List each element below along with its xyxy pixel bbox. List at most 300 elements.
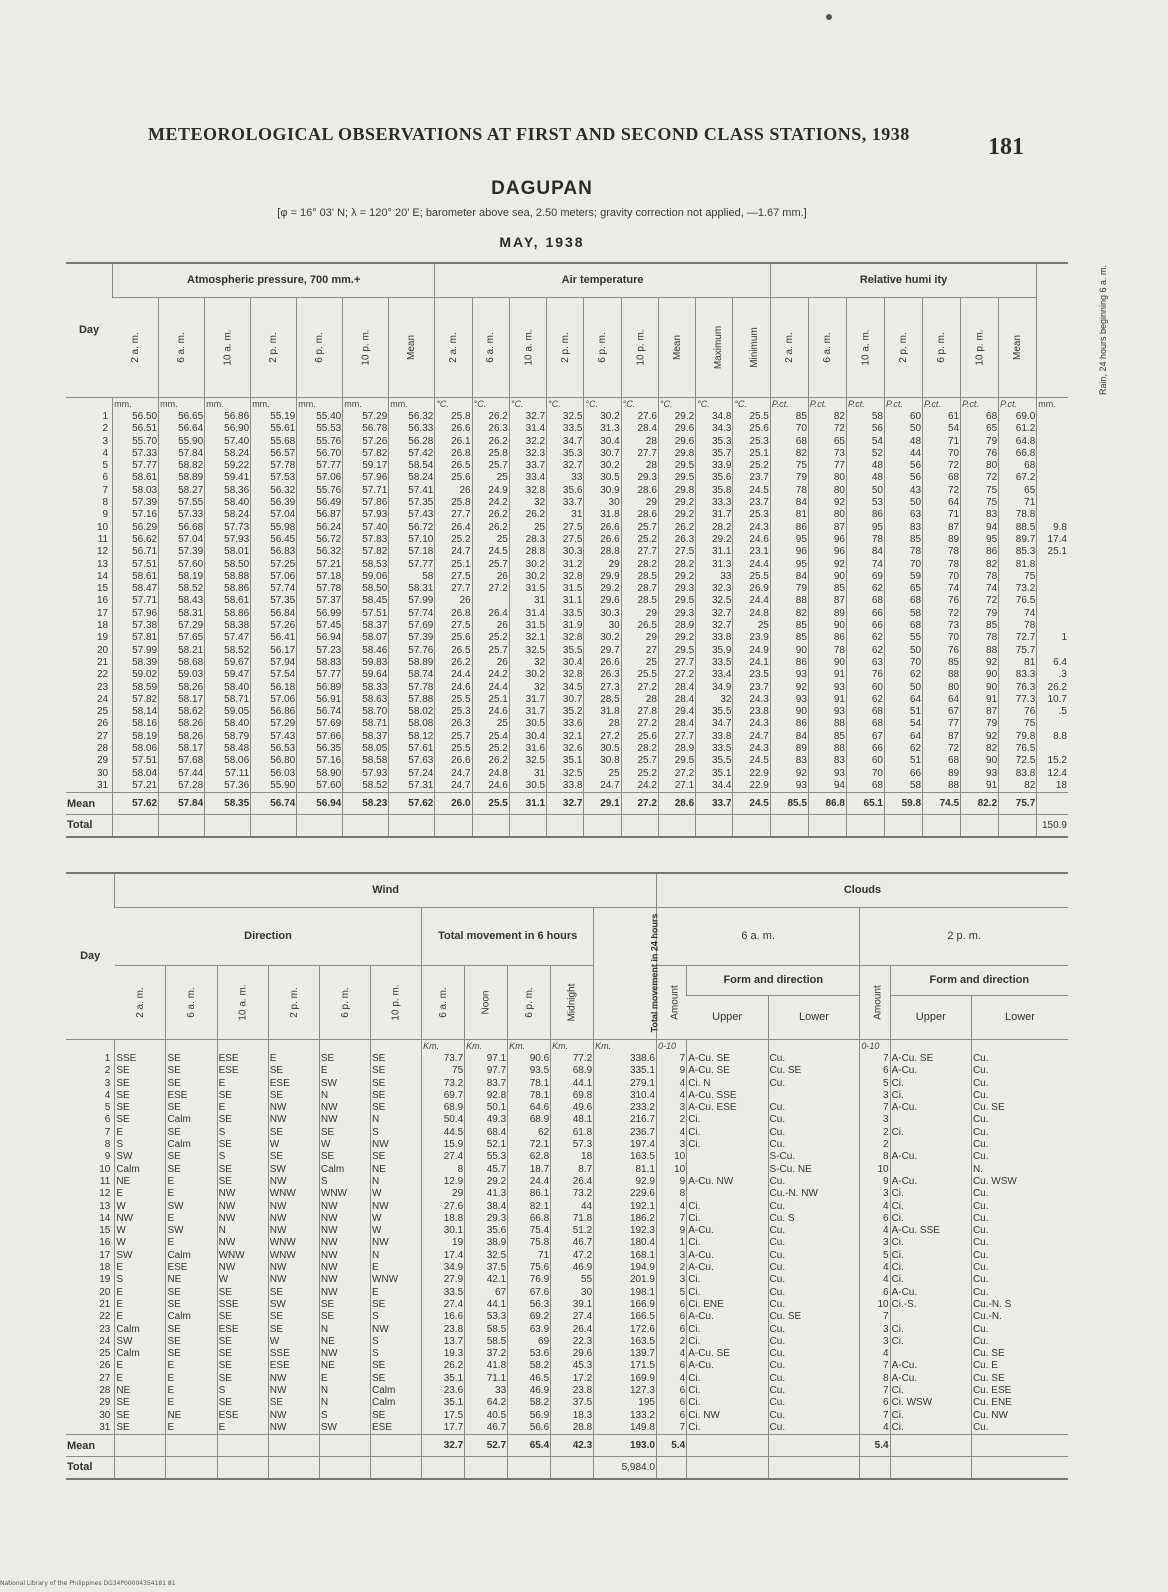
wind-movement-cell: 90.6	[508, 1053, 551, 1065]
temperature-cell: 24.3	[733, 522, 770, 534]
table-row	[66, 694, 1068, 706]
humidity-cell: 68	[923, 755, 961, 767]
temperature-cell: 32.7	[547, 460, 584, 472]
pressure-cell: 57.83	[343, 534, 389, 546]
wind-movement-cell: 22.3	[551, 1336, 594, 1348]
temperature-cell: 28.4	[658, 694, 695, 706]
temperature-cell: 26.4	[435, 522, 472, 534]
cloud-amount-cell: 4	[656, 1127, 686, 1139]
temperature-cell: 27.7	[435, 509, 472, 521]
pressure-temperature-humidity-table	[66, 262, 1109, 838]
temperature-cell: 31.6	[509, 743, 546, 755]
wind-direction-cell: NW	[268, 1422, 319, 1435]
cloud-upper-cell: Ci.	[890, 1422, 971, 1435]
wind-movement-cell: 45.3	[551, 1360, 594, 1372]
temperature-cell: 29.2	[658, 497, 695, 509]
wind-direction-cell: E	[115, 1127, 166, 1139]
pressure-cell: 57.42	[389, 448, 435, 460]
movement-col-header: Noon	[465, 965, 508, 1039]
temperature-cell: 25.2	[472, 632, 509, 644]
humidity-cell: 95	[770, 534, 808, 546]
cloud-upper-cell: Ci.	[687, 1422, 768, 1435]
pressure-cell: 58.74	[389, 669, 435, 681]
temperature-cell: 25.3	[733, 436, 770, 448]
rain-cell: 8.8	[1037, 731, 1068, 743]
wind-total-cell: 92.9	[594, 1176, 657, 1188]
temperature-cell: 26.5	[435, 460, 472, 472]
temperature-cell: 25.7	[472, 460, 509, 472]
pressure-cell: 58.50	[205, 559, 251, 571]
pressure-cell: 57.88	[389, 694, 435, 706]
pressure-cell: 55.76	[297, 436, 343, 448]
movement24-header: Total movement in 24 hours	[594, 907, 657, 1039]
wind-direction-cell: NW	[319, 1102, 370, 1114]
unit-cell: mm.	[343, 397, 389, 411]
humidity-cell: 88	[923, 780, 961, 793]
pressure-cell: 57.40	[343, 522, 389, 534]
total-cell	[768, 1457, 860, 1479]
wind-movement-cell: 32.5	[465, 1250, 508, 1262]
amount-header: Amount	[860, 965, 890, 1039]
wind-direction-cell: SE	[166, 1127, 217, 1139]
wind-direction-cell: S	[371, 1127, 422, 1139]
temperature-cell: 25.6	[435, 472, 472, 484]
rain-cell	[1037, 620, 1068, 632]
pressure-cell: 58.58	[343, 755, 389, 767]
humidity-cell: 51	[885, 755, 923, 767]
mean-cell: 58.35	[205, 793, 251, 815]
temperature-cell: 34.5	[547, 682, 584, 694]
pressure-cell: 59.64	[343, 669, 389, 681]
pressure-cell: 57.82	[343, 448, 389, 460]
table-row	[66, 1102, 1068, 1114]
table-row	[66, 546, 1068, 558]
pressure-cell: 57.29	[159, 620, 205, 632]
wind-total-cell: 192.1	[594, 1201, 657, 1213]
table-row	[66, 1385, 1068, 1397]
cloud-lower-cell: Cu.	[971, 1053, 1068, 1065]
humidity-cell: 51	[885, 706, 923, 718]
temperature-cell: 29.3	[658, 583, 695, 595]
wind-direction-cell: SE	[217, 1373, 268, 1385]
temperature-cell: 33.8	[696, 731, 733, 743]
pressure-cell: 55.76	[297, 485, 343, 497]
pressure-cell: 56.94	[297, 632, 343, 644]
cloud-lower-cell: Cu.	[971, 1237, 1068, 1249]
pressure-cell: 58.48	[205, 743, 251, 755]
humidity-cell: 48	[846, 460, 884, 472]
unit-cell: 0-10	[860, 1039, 890, 1053]
humidity-cell: 70	[885, 657, 923, 669]
table-row	[66, 1299, 1068, 1311]
mean-cell: 56.74	[251, 793, 297, 815]
wind-direction-cell: NW	[268, 1176, 319, 1188]
cloud-lower-cell: Cu.	[768, 1053, 860, 1065]
rain-cell: 9.8	[1037, 522, 1068, 534]
temperature-cell: 25.8	[472, 448, 509, 460]
pressure-cell: 57.21	[297, 559, 343, 571]
humidity-cell: 68	[923, 472, 961, 484]
temperature-cell: 33.8	[547, 780, 584, 793]
unit-cell: °C.	[584, 397, 621, 411]
wind-movement-cell: 35.6	[465, 1225, 508, 1237]
temperature-cell: 25.8	[435, 497, 472, 509]
table-row	[66, 608, 1068, 620]
humidity-cell: 79	[961, 608, 999, 620]
day-cell: 31	[99, 1421, 111, 1433]
mean-cell	[319, 1435, 370, 1457]
wind-movement-cell: 67.6	[508, 1287, 551, 1299]
wind-movement-cell: 49.3	[465, 1114, 508, 1126]
humidity-cell: 56	[885, 472, 923, 484]
temperature-cell: 24.2	[621, 780, 658, 793]
temperature-cell: 28	[621, 694, 658, 706]
wind-total-cell: 236.7	[594, 1127, 657, 1139]
humidity-cell: 81	[770, 509, 808, 521]
humidity-cell: 92	[808, 497, 846, 509]
humidity-cell: 58	[885, 608, 923, 620]
cloud-lower-cell: Cu. NW	[971, 1410, 1068, 1422]
temperature-cell: 28.9	[658, 620, 695, 632]
temperature-cell: 28.4	[658, 682, 695, 694]
temperature-cell: 24.6	[472, 706, 509, 718]
unit-cell: Km.	[422, 1039, 465, 1053]
wind-direction-cell: Calm	[319, 1164, 370, 1176]
wind-direction-cell: SE	[217, 1114, 268, 1126]
wind-direction-cell: SE	[115, 1397, 166, 1409]
humidity-cell: 83	[885, 522, 923, 534]
day-cell: 4	[102, 447, 109, 459]
pressure-cell: 57.26	[251, 620, 297, 632]
pressure-cell: 57.39	[389, 632, 435, 644]
wind-direction-cell: E	[166, 1397, 217, 1409]
wind-direction-cell: SE	[217, 1311, 268, 1323]
temperature-cell: 31	[509, 595, 546, 607]
temperature-cell: 27.7	[435, 583, 472, 595]
wind-direction-cell: E	[166, 1188, 217, 1200]
temperature-cell: 32.8	[547, 632, 584, 644]
temperature-cell: 25.7	[472, 559, 509, 571]
pressure-cell: 57.11	[205, 768, 251, 780]
humidity-cell: 60	[846, 682, 884, 694]
table-row	[66, 1410, 1068, 1422]
cloud-lower-cell: Cu.-N.	[971, 1311, 1068, 1323]
temperature-cell: 24.9	[733, 645, 770, 657]
cloud-lower-cell: Cu.	[971, 1225, 1068, 1237]
wind-movement-cell: 8.7	[551, 1164, 594, 1176]
pressure-cell: 58.06	[205, 755, 251, 767]
day-cell: 14	[96, 570, 109, 582]
wind-direction-cell: ESE	[217, 1065, 268, 1077]
pressure-cell: 58.31	[159, 608, 205, 620]
temperature-cell: 33.7	[547, 497, 584, 509]
temperature-cell: 32.5	[547, 768, 584, 780]
wind-movement-cell: 27.4	[551, 1311, 594, 1323]
mean-cell	[768, 1435, 860, 1457]
wind-movement-cell: 69.8	[551, 1090, 594, 1102]
total-cell	[658, 815, 695, 837]
cloud-amount-cell: 4	[860, 1262, 890, 1274]
cloud-lower-cell: Cu.	[971, 1250, 1068, 1262]
wind-direction-cell: NW	[371, 1237, 422, 1249]
temperature-cell: 29.4	[658, 706, 695, 718]
day-cell: 6	[104, 1114, 111, 1126]
pressure-cell: 57.51	[113, 755, 159, 767]
month-title: MAY, 1938	[499, 234, 585, 250]
humidity-cell: 68	[885, 620, 923, 632]
pressure-cell: 57.39	[113, 497, 159, 509]
temperature-cell: 32.7	[696, 620, 733, 632]
humidity-cell: 75	[999, 571, 1037, 583]
table-row	[66, 1201, 1068, 1213]
unit-cell: 0-10	[656, 1039, 686, 1053]
temperature-cell: 31.1	[547, 595, 584, 607]
pressure-cell: 59.67	[205, 657, 251, 669]
cloud-amount-cell: 3	[656, 1274, 686, 1286]
humidity-cell: 64	[923, 694, 961, 706]
temperature-cell: 29.8	[658, 448, 695, 460]
wind-total-cell: 166.5	[594, 1311, 657, 1323]
pressure-cell: 56.72	[297, 534, 343, 546]
humidity-cell: 83.8	[999, 768, 1037, 780]
wind-direction-cell: SE	[319, 1053, 370, 1065]
wind-movement-cell: 77.2	[551, 1053, 594, 1065]
pressure-cell: 56.72	[389, 522, 435, 534]
humidity-cell: 91	[808, 694, 846, 706]
temp-col-header: 10 a. m.	[509, 297, 546, 397]
rain-cell: 6.4	[1037, 657, 1068, 669]
wind-movement-cell: 76.9	[508, 1274, 551, 1286]
unit-cell: mm.	[251, 397, 297, 411]
day-cell: 22	[96, 669, 109, 681]
wind-direction-cell: E	[217, 1078, 268, 1090]
pressure-cell: 55.53	[297, 423, 343, 435]
upper-header: Upper	[890, 995, 971, 1039]
cloud-lower-cell: Cu.	[768, 1078, 860, 1090]
unit-cell	[971, 1039, 1068, 1053]
wind-direction-cell: S	[217, 1151, 268, 1163]
pressure-cell: 58.01	[205, 546, 251, 558]
temperature-cell: 25.7	[472, 645, 509, 657]
table-row	[66, 1114, 1068, 1126]
temperature-cell: 24.3	[733, 743, 770, 755]
wind-direction-cell: SE	[268, 1311, 319, 1323]
pressure-cell: 57.77	[297, 669, 343, 681]
temperature-cell: 24.8	[733, 608, 770, 620]
page-number: 181	[988, 134, 1024, 160]
unit-cell: °C.	[472, 397, 509, 411]
wind-movement-cell: 37.2	[465, 1348, 508, 1360]
humidity-cell: 88	[770, 595, 808, 607]
day-cell: 5	[102, 460, 109, 472]
humidity-cell: 70	[923, 571, 961, 583]
unit-cell: mm.	[159, 397, 205, 411]
cloud-amount-cell: 10	[860, 1299, 890, 1311]
cloud-amount-cell: 9	[656, 1065, 686, 1077]
pressure-cell: 56.83	[251, 546, 297, 558]
wind-direction-cell: SE	[371, 1151, 422, 1163]
temperature-cell: 31.8	[584, 509, 621, 521]
pressure-cell: 57.21	[113, 780, 159, 793]
temp-col-header: 6 a. m.	[472, 297, 509, 397]
movement-col-header: 6 a. m.	[422, 965, 465, 1039]
day-cell: 24	[96, 693, 109, 705]
table-row	[66, 1360, 1068, 1372]
humidity-cell: 90	[961, 755, 999, 767]
humidity-cell: 79	[961, 436, 999, 448]
wind-direction-cell: NW	[319, 1250, 370, 1262]
wind-total-cell: 171.5	[594, 1360, 657, 1372]
lower-header: Lower	[971, 995, 1068, 1039]
rain-cell	[1037, 718, 1068, 730]
temperature-cell: 27.3	[584, 682, 621, 694]
pressure-cell: 56.65	[159, 411, 205, 423]
temperature-cell: 25.7	[621, 755, 658, 767]
wind-direction-cell: NW	[319, 1287, 370, 1299]
total-cell	[770, 815, 808, 837]
temperature-cell: 29.2	[658, 411, 695, 423]
temperature-cell: 26	[435, 485, 472, 497]
wind-direction-cell: SE	[371, 1410, 422, 1422]
temperature-cell: 23.5	[733, 669, 770, 681]
cloud-upper-cell	[890, 1114, 971, 1126]
temperature-cell: 32.5	[509, 645, 546, 657]
pressure-cell: 56.80	[251, 755, 297, 767]
humidity-cell: 78	[923, 559, 961, 571]
cloud-upper-cell	[687, 1188, 768, 1200]
mean-cell	[166, 1435, 217, 1457]
total-cell	[885, 815, 923, 837]
temperature-cell: 35.2	[547, 706, 584, 718]
cloud-lower-cell: Cu.	[971, 1188, 1068, 1200]
day-cell: 12	[99, 1188, 111, 1200]
humidity-cell: 70	[885, 559, 923, 571]
table-row	[66, 780, 1068, 793]
temperature-cell: 30.9	[584, 485, 621, 497]
temperature-cell: 35.9	[696, 645, 733, 657]
wind-total-cell: 149.8	[594, 1422, 657, 1435]
temperature-cell: 30.2	[584, 632, 621, 644]
wind-movement-cell: 44.1	[551, 1078, 594, 1090]
humidity-cell: 72.5	[999, 755, 1037, 767]
temperature-cell: 33.7	[509, 460, 546, 472]
pressure-cell: 57.78	[389, 682, 435, 694]
temperature-cell: 29.2	[658, 571, 695, 583]
humidity-cell: 93	[808, 768, 846, 780]
cloud-amount-cell: 6	[860, 1065, 890, 1077]
lower-header: Lower	[768, 995, 860, 1039]
pressure-col-header: 10 a. m.	[205, 297, 251, 397]
wind-direction-cell: Calm	[166, 1139, 217, 1151]
humidity-cell: 62	[846, 632, 884, 644]
wind-direction-cell: NW	[268, 1373, 319, 1385]
cloud-lower-cell: Cu.-N. NW	[768, 1188, 860, 1200]
pressure-cell: 57.93	[343, 509, 389, 521]
pressure-cell: 58.46	[343, 645, 389, 657]
wind-movement-cell: 15.9	[422, 1139, 465, 1151]
humidity-cell: 82	[808, 411, 846, 423]
temperature-cell: 24.6	[435, 682, 472, 694]
temperature-cell: 28.9	[658, 743, 695, 755]
wind-direction-cell: NE	[166, 1274, 217, 1286]
wind-direction-cell: W	[115, 1201, 166, 1213]
cloud-lower-cell: Cu.	[971, 1274, 1068, 1286]
temperature-cell: 28	[621, 460, 658, 472]
mean-cell	[217, 1435, 268, 1457]
pressure-cell: 58.54	[389, 460, 435, 472]
cloud-upper-cell	[890, 1139, 971, 1151]
temperature-cell: 34.7	[696, 718, 733, 730]
humidity-cell: 66	[846, 743, 884, 755]
wind-movement-cell: 29	[422, 1188, 465, 1200]
cloud-upper-cell: A-Cu.	[890, 1065, 971, 1077]
pressure-cell: 57.04	[251, 509, 297, 521]
humidity-cell: 55	[885, 632, 923, 644]
cloud-amount-cell: 6	[656, 1410, 686, 1422]
humidity-cell: 78	[961, 571, 999, 583]
unit-cell: Km.	[465, 1039, 508, 1053]
pressure-cell: 57.33	[159, 509, 205, 521]
cloud-amount-cell: 3	[656, 1139, 686, 1151]
table-row	[66, 522, 1068, 534]
total-label: Total	[66, 1457, 115, 1479]
table-row	[66, 534, 1068, 546]
wind-movement-cell: 73.7	[422, 1053, 465, 1065]
table-row	[66, 632, 1068, 644]
cloud-upper-cell: Ci.	[687, 1114, 768, 1126]
temperature-cell: 29.7	[584, 645, 621, 657]
cloud-amount-cell: 6	[860, 1397, 890, 1409]
mean-cell: 75.7	[999, 793, 1037, 815]
temperature-cell: 35.5	[696, 755, 733, 767]
rain-header: Rain, 24 hours beginning 6 a. m.	[1037, 263, 1068, 397]
pressure-cell: 56.57	[251, 448, 297, 460]
mean-cell: 33.7	[696, 793, 733, 815]
pressure-cell: 56.71	[113, 546, 159, 558]
pressure-cell: 58.19	[159, 571, 205, 583]
mean-cell: 26.0	[435, 793, 472, 815]
upper-header: Upper	[687, 995, 768, 1039]
temperature-cell: 31.8	[584, 706, 621, 718]
cloud-upper-cell: Ci.	[687, 1213, 768, 1225]
unit-cell: °C.	[547, 397, 584, 411]
pressure-cell: 58.31	[389, 583, 435, 595]
humidity-cell: 81	[999, 657, 1037, 669]
table-row	[66, 620, 1068, 632]
wind-direction-cell: E	[319, 1065, 370, 1077]
cloud-amount-cell: 3	[860, 1237, 890, 1249]
day-cell: 2	[104, 1065, 111, 1077]
wind-direction-cell: N	[319, 1090, 370, 1102]
wind-direction-cell: SE	[268, 1065, 319, 1077]
wind-direction-cell: NW	[268, 1114, 319, 1126]
wind-total-cell: 81.1	[594, 1164, 657, 1176]
total-cell	[584, 815, 621, 837]
rain-cell: .5	[1037, 706, 1068, 718]
wind-movement-cell: 73.2	[422, 1078, 465, 1090]
wind-movement-cell: 24.4	[508, 1176, 551, 1188]
cloud-lower-cell: Cu.	[971, 1422, 1068, 1435]
mean-cell: 74.5	[923, 793, 961, 815]
wind-total-cell: 186.2	[594, 1213, 657, 1225]
temperature-cell: 32.1	[509, 632, 546, 644]
pressure-cell: 59.03	[159, 669, 205, 681]
wind-direction-cell: ESE	[217, 1410, 268, 1422]
temperature-cell: 26	[472, 657, 509, 669]
wind-movement-cell: 18.7	[508, 1164, 551, 1176]
wind-direction-cell: ESE	[166, 1262, 217, 1274]
station-name: DAGUPAN	[491, 178, 593, 199]
